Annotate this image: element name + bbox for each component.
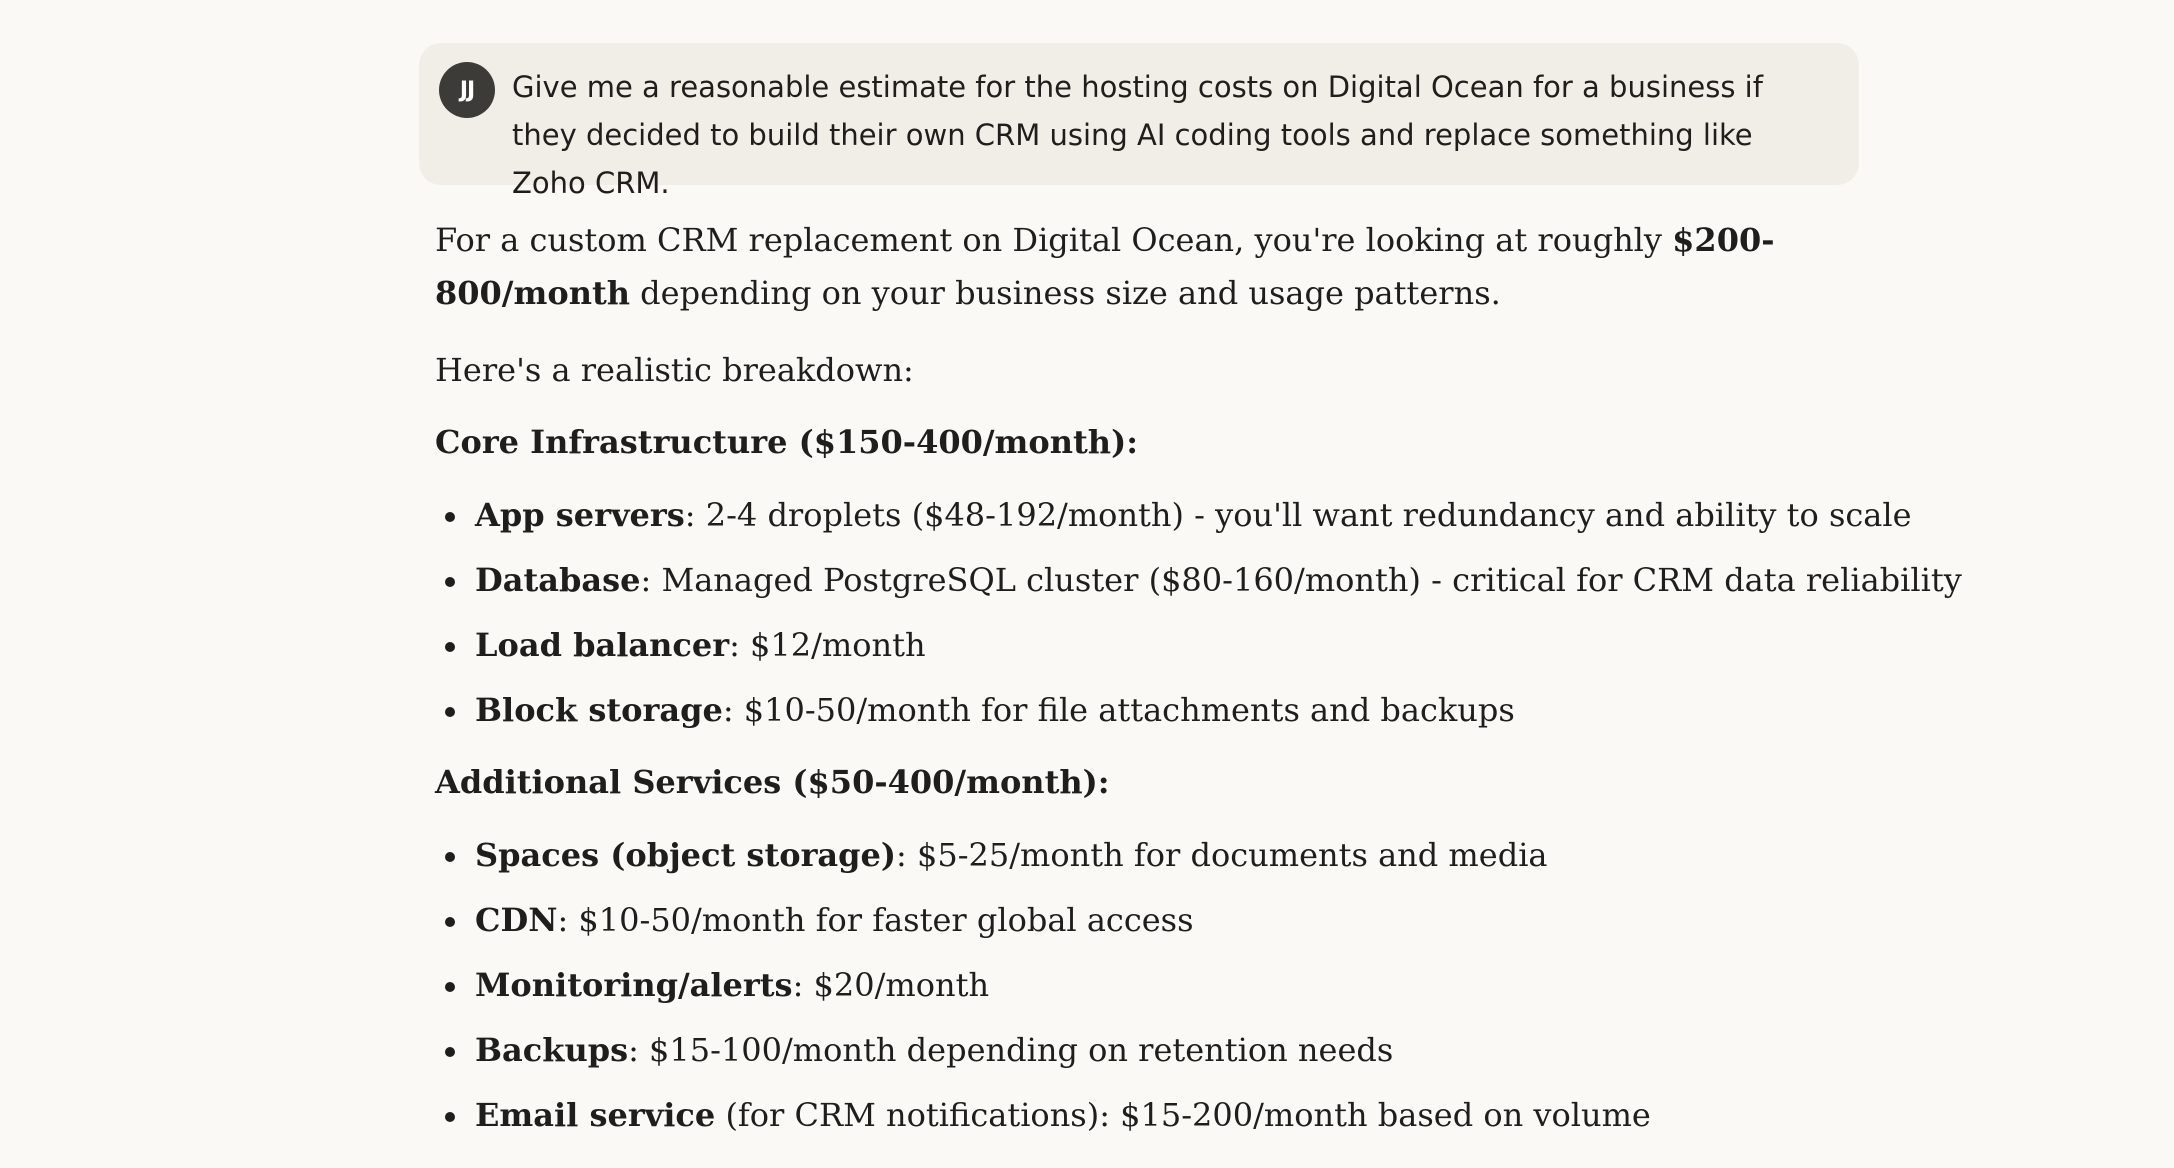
- bullet-icon: [445, 577, 455, 587]
- assistant-response: [435, 214, 1962, 1134]
- item-label: App servers: [475, 496, 685, 534]
- item-label: Email service: [475, 1096, 716, 1134]
- avatar-initials: JJ: [459, 77, 475, 103]
- item-label: Database: [475, 561, 641, 599]
- core-infrastructure-list: [435, 489, 1962, 749]
- item-label: CDN: [475, 901, 558, 939]
- item-text: : $10-50/month for faster global access: [557, 901, 1194, 939]
- list-item: [435, 489, 1962, 554]
- item-label: Load balancer: [475, 626, 730, 664]
- list-item: [435, 959, 1651, 1024]
- response-intro: [435, 214, 1855, 320]
- item-label: Block storage: [475, 691, 723, 729]
- bullet-icon: [445, 642, 455, 652]
- item-text: : $20/month: [792, 966, 990, 1004]
- user-avatar[interactable]: [439, 62, 495, 118]
- bullet-icon: [445, 1047, 455, 1057]
- additional-services-list: [435, 829, 1651, 1154]
- item-text: : $5-25/month for documents and media: [896, 836, 1548, 874]
- item-text: : $10-50/month for file attachments and backups: [722, 691, 1515, 729]
- list-item: [435, 829, 1651, 894]
- list-item: [435, 554, 1962, 619]
- user-message-text: Give me a reasonable estimate for the hosting costs on Digital Ocean for a business if they decided to build their own CRM using AI coding tools and replace something like Zoho CRM.: [512, 70, 1763, 200]
- bullet-icon: [445, 707, 455, 717]
- item-label: Backups: [475, 1031, 629, 1069]
- list-item: [435, 1089, 1651, 1154]
- bullet-icon: [445, 512, 455, 522]
- item-text: : Managed PostgreSQL cluster ($80-160/month) - critical for CRM data reliability: [640, 561, 1962, 599]
- list-item: [435, 1024, 1651, 1089]
- intro-suffix: depending on your business size and usage patterns.: [630, 274, 1501, 312]
- bullet-icon: [445, 852, 455, 862]
- bullet-icon: [445, 917, 455, 927]
- intro-cost-range: $200-800/month: [435, 221, 1775, 312]
- list-item: [435, 894, 1651, 959]
- bullet-icon: [445, 1112, 455, 1122]
- item-text: (for CRM notifications): $15-200/month based on volume: [715, 1096, 1651, 1134]
- item-text: : 2-4 droplets ($48-192/month) - you'll want redundancy and ability to scale: [684, 496, 1912, 534]
- user-message-bubble: [419, 43, 1859, 200]
- breakdown-line: Here's a realistic breakdown:: [435, 351, 914, 389]
- list-item: [435, 684, 1962, 749]
- additional-services-heading: Additional Services ($50-400/month):: [435, 763, 1110, 801]
- bullet-icon: [445, 982, 455, 992]
- item-label: Monitoring/alerts: [475, 966, 793, 1004]
- intro-prefix: For a custom CRM replacement on Digital Ocean, you're looking at roughly: [435, 221, 1673, 259]
- core-infrastructure-heading: Core Infrastructure ($150-400/month):: [435, 423, 1139, 461]
- list-item: [435, 619, 1962, 684]
- item-text: : $15-100/month depending on retention needs: [628, 1031, 1394, 1069]
- item-text: : $12/month: [729, 626, 926, 664]
- item-label: Spaces (object storage): [475, 836, 897, 874]
